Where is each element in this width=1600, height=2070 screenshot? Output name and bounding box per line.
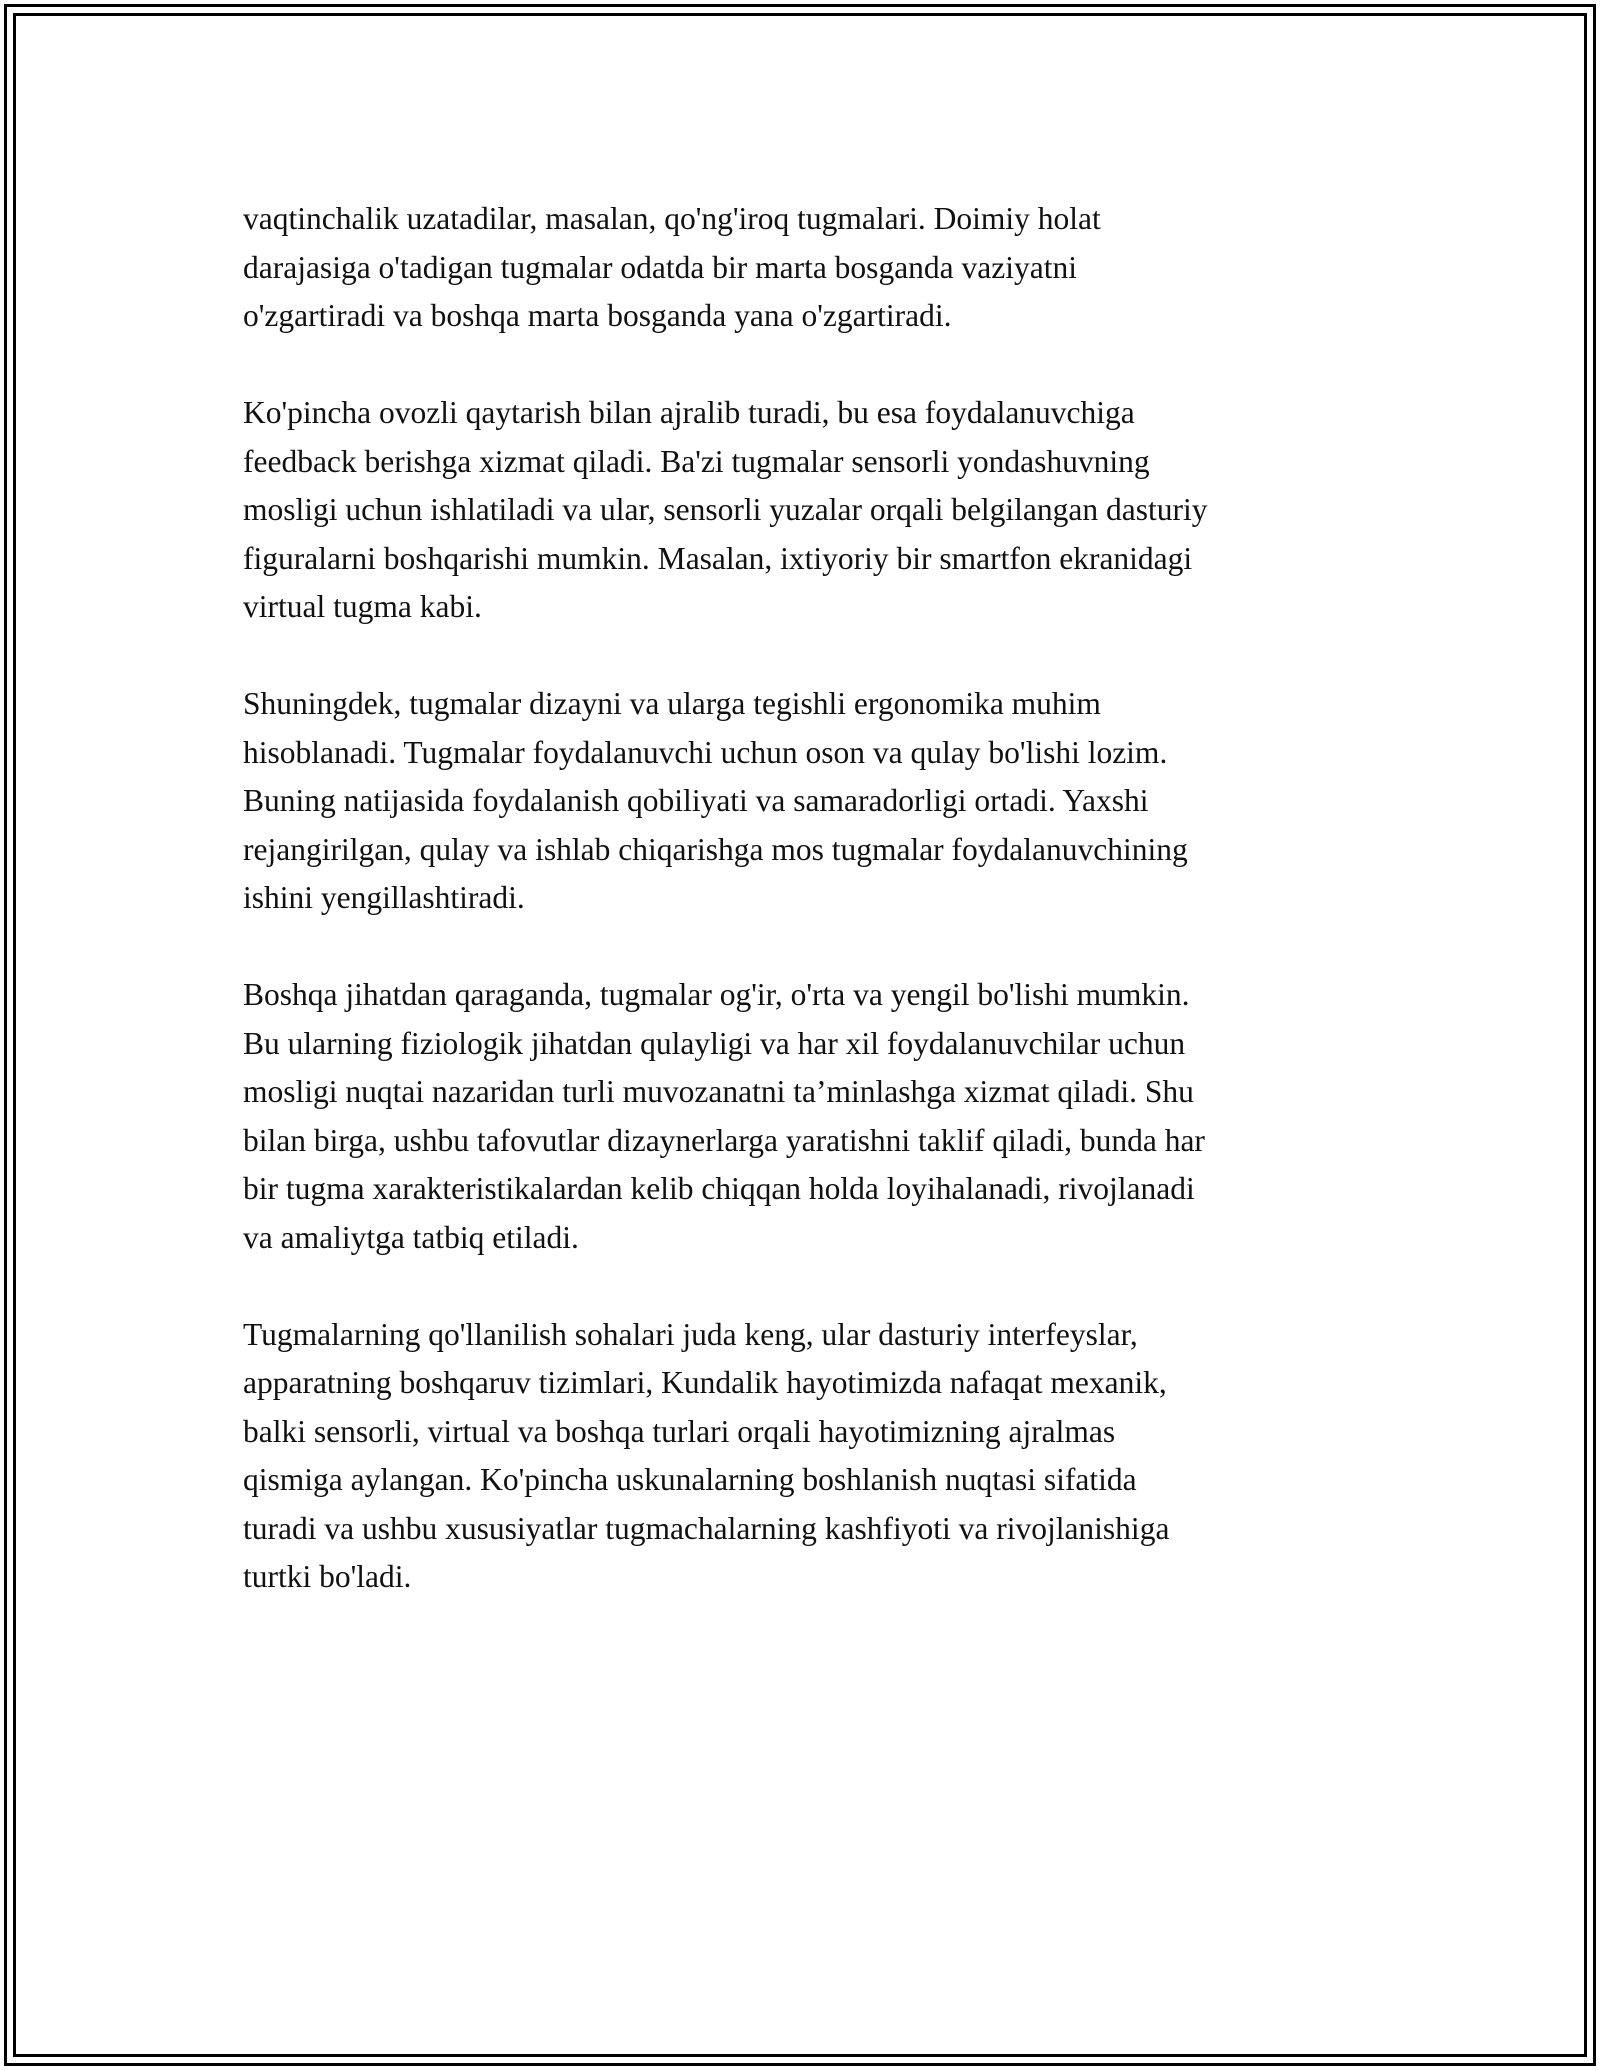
text-line: Buning natijasida foydalanish qobiliyati va samaradorligi ortadi. Yaxshi xyxy=(243,783,1149,818)
text-line: bilan birga, ushbu tafovutlar dizaynerlarga yaratishni taklif qiladi, bunda har xyxy=(243,1122,1205,1158)
text-line: vaqtinchalik uzatadilar, masalan, qo'ng'iroq tugmalari. Doimiy holat xyxy=(243,201,1101,236)
text-line: apparatning boshqaruv tizimlari, Kundalik hayotimizda nafaqat mexanik, xyxy=(243,1365,1167,1400)
text-line: Ko'pincha ovozli qaytarish bilan ajralib turadi, bu esa foydalanuvchiga xyxy=(243,395,1135,430)
text-line: hisoblanadi. Tugmalar foydalanuvchi uchun oson va qulay bo'lishi lozim. xyxy=(243,734,1168,770)
text-line: Boshqa jihatdan qaraganda, tugmalar og'ir, o'rta va yengil bo'lishi mumkin. xyxy=(243,977,1190,1012)
text-line: feedback berishga xizmat qiladi. Ba'zi tugmalar sensorli yondashuvning xyxy=(243,443,1150,479)
text-line: turadi va ushbu xususiyatlar tugmachalarning kashfiyoti va rivojlanishiga xyxy=(243,1510,1170,1546)
text-line: balki sensorli, virtual va boshqa turlari orqali hayotimizning ajralmas xyxy=(243,1413,1116,1449)
text-line: Tugmalarning qo'llanilish sohalari juda keng, ular dasturiy interfeyslar, xyxy=(243,1316,1138,1352)
text-line: o'zgartiradi va boshqa marta bosganda yana o'zgartiradi. xyxy=(243,298,952,333)
text-line: mosligi uchun ishlatiladi va ular, sensorli yuzalar orqali belgilangan dasturiy xyxy=(243,492,1208,527)
text-line: Bu ularning fiziologik jihatdan qulayligi va har xil foydalanuvchilar uchun xyxy=(243,1025,1186,1061)
text-line: va amaliytga tatbiq etiladi. xyxy=(243,1219,579,1255)
paragraph-1 xyxy=(243,195,1383,341)
paragraph-4 xyxy=(243,971,1383,1262)
page-border xyxy=(4,4,1596,2066)
paragraph-2 xyxy=(243,389,1383,632)
text-line: rejangirilgan, qulay va ishlab chiqarishga mos tugmalar foydalanuvchining xyxy=(243,831,1188,867)
text-line: Shuningdek, tugmalar dizayni va ularga tegishli ergonomika muhim xyxy=(243,686,1101,721)
document-body xyxy=(243,195,1383,1650)
paragraph-3 xyxy=(243,680,1383,923)
text-line: figuralarni boshqarishi mumkin. Masalan, ixtiyoriy bir smartfon ekranidagi xyxy=(243,540,1193,576)
text-line: ishini yengillashtiradi. xyxy=(243,880,525,915)
text-line: virtual tugma kabi. xyxy=(243,589,482,624)
paragraph-5 xyxy=(243,1311,1383,1602)
text-line: qismiga aylangan. Ko'pincha uskunalarning boshlanish nuqtasi sifatida xyxy=(243,1462,1137,1497)
text-line: darajasiga o'tadigan tugmalar odatda bir marta bosganda vaziyatni xyxy=(243,249,1077,285)
text-line: bir tugma xarakteristikalardan kelib chiqqan holda loyihalanadi, rivojlanadi xyxy=(243,1171,1195,1206)
text-line: mosligi nuqtai nazaridan turli muvozanatni ta’minlashga xizmat qiladi. Shu xyxy=(243,1074,1194,1109)
text-line: turtki bo'ladi. xyxy=(243,1559,412,1594)
